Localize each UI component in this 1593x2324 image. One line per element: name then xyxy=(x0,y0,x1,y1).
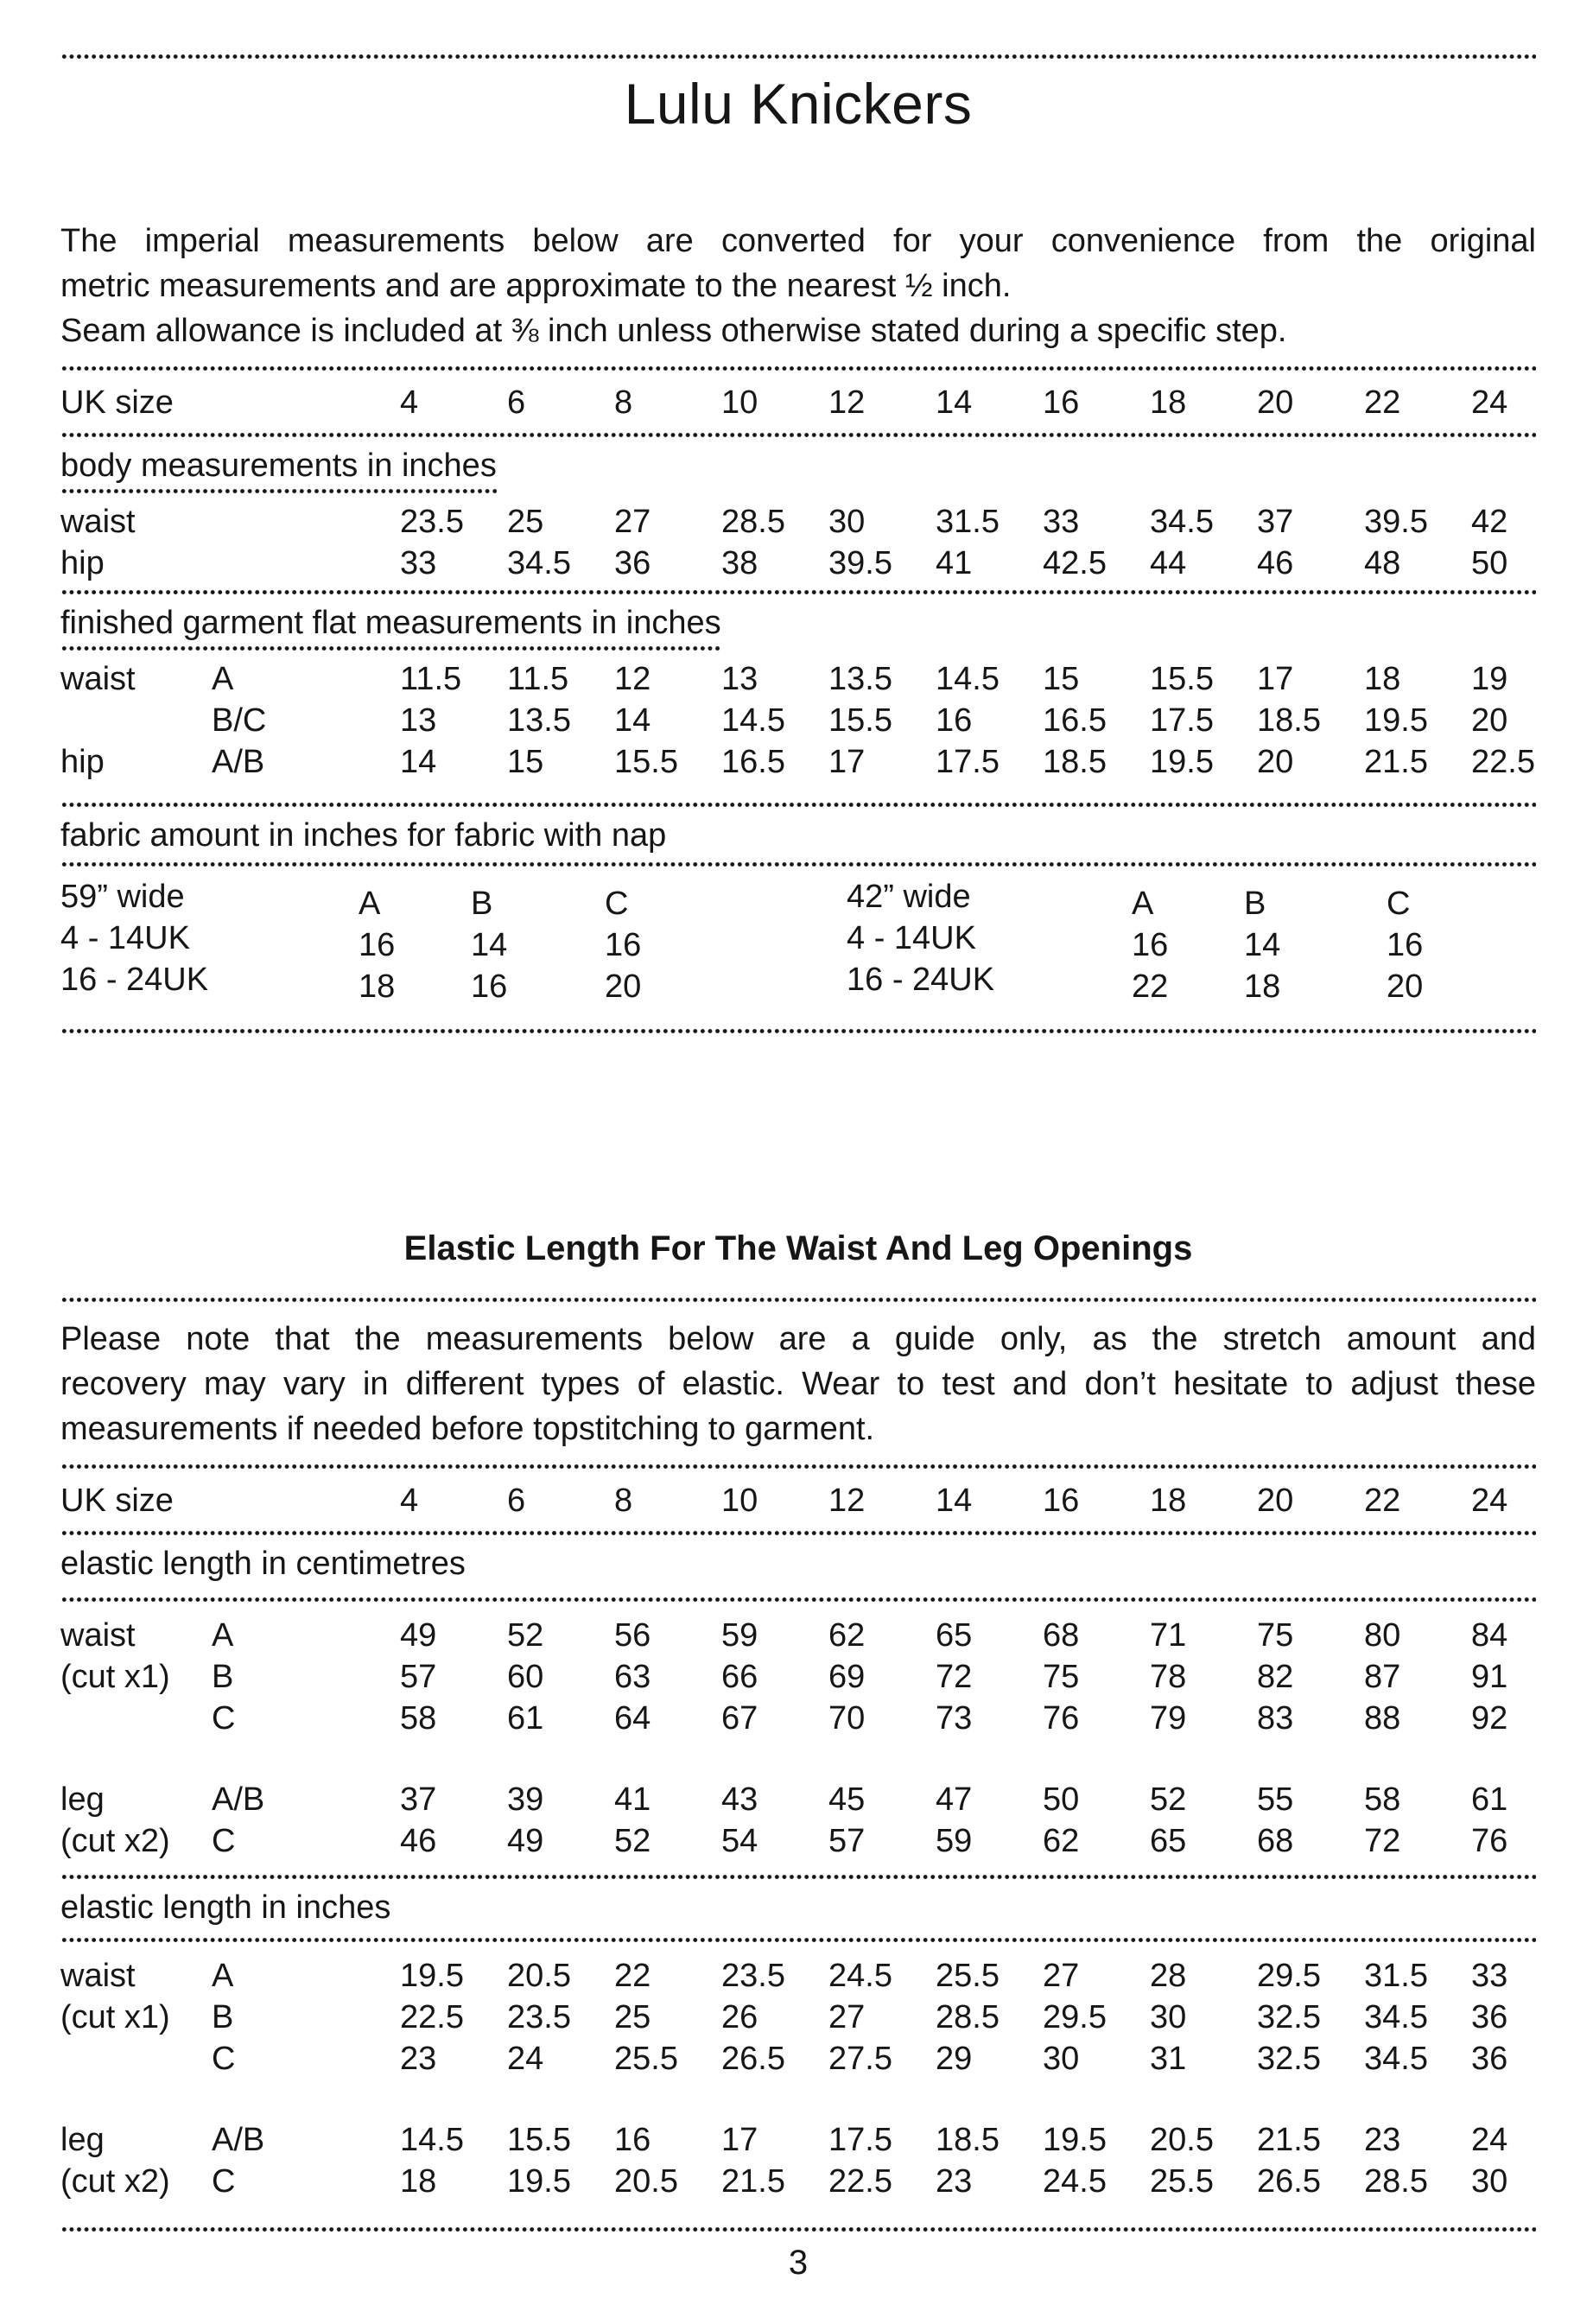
value-cell: 14 xyxy=(400,744,437,780)
value-cell: 25.5 xyxy=(614,2041,678,2077)
row-label: (cut x2) xyxy=(60,1823,170,1859)
dotted-divider xyxy=(60,1530,1536,1536)
value-cell: 50 xyxy=(1043,1781,1080,1818)
value-cell: 49 xyxy=(400,1617,437,1654)
dotted-divider xyxy=(60,802,1536,808)
value-cell: 33 xyxy=(1471,1958,1508,1994)
value-cell: 4 xyxy=(400,384,419,421)
value-cell: 19.5 xyxy=(1043,2122,1107,2158)
value-cell: 29 xyxy=(936,2041,973,2077)
value-cell: 15 xyxy=(507,744,544,780)
value-cell: 4 xyxy=(400,1483,419,1519)
value-cell: 69 xyxy=(828,1659,866,1695)
fabric-col-header: B xyxy=(471,886,493,922)
table-row xyxy=(60,741,1536,783)
value-cell: 25 xyxy=(507,504,544,540)
value-cell: 62 xyxy=(1043,1823,1080,1859)
value-cell: 22 xyxy=(1132,968,1169,1005)
fabric-col-header: C xyxy=(1387,886,1411,922)
value-cell: 68 xyxy=(1257,1823,1294,1859)
dotted-divider xyxy=(60,589,1536,595)
value-cell: 80 xyxy=(1364,1617,1401,1654)
value-cell: 22.5 xyxy=(400,1999,464,2035)
value-cell: 75 xyxy=(1257,1617,1294,1654)
table-row xyxy=(60,700,1536,741)
intro-paragraph xyxy=(60,219,1536,353)
value-cell: 65 xyxy=(936,1617,973,1654)
value-cell: 20 xyxy=(1471,702,1508,739)
value-cell: 79 xyxy=(1150,1700,1187,1737)
value-cell: 15.5 xyxy=(828,702,892,739)
value-cell: 20.5 xyxy=(614,2163,678,2200)
body-measurements-table xyxy=(60,501,1536,584)
row-sublabel: B xyxy=(212,1659,234,1695)
value-cell: 52 xyxy=(1150,1781,1187,1818)
fabric-row xyxy=(60,918,1536,963)
row-label: (cut x1) xyxy=(60,1659,170,1695)
note-line: recovery may vary in different types of elastic. Wear to test and don’t hesitate to adjust these xyxy=(60,1366,1536,1402)
fabric-width-label: 42” wide xyxy=(847,879,971,915)
intro-line: metric measurements and are approximate to the nearest ½ inch. xyxy=(60,268,1012,304)
value-cell: 28.5 xyxy=(721,504,785,540)
elastic-cm-table xyxy=(60,1615,1536,1862)
value-cell: 6 xyxy=(507,1483,526,1519)
value-cell: 21.5 xyxy=(721,2163,785,2200)
value-cell: 39 xyxy=(507,1781,544,1818)
value-cell: 56 xyxy=(614,1617,651,1654)
row-label: hip xyxy=(60,545,105,581)
value-cell: 41 xyxy=(614,1781,651,1818)
value-cell: 15.5 xyxy=(1150,661,1214,697)
row-label: leg xyxy=(60,1781,105,1818)
value-cell: 16 xyxy=(605,927,642,963)
value-cell: 26.5 xyxy=(1257,2163,1321,2200)
value-cell: 25.5 xyxy=(1150,2163,1214,2200)
value-cell: 18 xyxy=(1150,384,1187,421)
value-cell: 8 xyxy=(614,1483,633,1519)
value-cell: 61 xyxy=(1471,1781,1508,1818)
value-cell: 33 xyxy=(1043,504,1080,540)
dotted-divider xyxy=(60,861,1536,867)
value-cell: 59 xyxy=(936,1823,973,1859)
value-cell: 73 xyxy=(936,1700,973,1737)
value-cell: 82 xyxy=(1257,1659,1294,1695)
fabric-row xyxy=(60,959,1536,1005)
value-cell: 13 xyxy=(400,702,437,739)
value-cell: 12 xyxy=(828,1483,866,1519)
value-cell: 14 xyxy=(614,702,651,739)
value-cell: 13.5 xyxy=(828,661,892,697)
dotted-divider xyxy=(60,2226,1536,2232)
value-cell: 30 xyxy=(1150,1999,1187,2035)
value-cell: 39.5 xyxy=(1364,504,1428,540)
value-cell: 15.5 xyxy=(614,744,678,780)
value-cell: 76 xyxy=(1471,1823,1508,1859)
value-cell: 20 xyxy=(605,968,642,1005)
value-cell: 64 xyxy=(614,1700,651,1737)
finished-garment-table xyxy=(60,658,1536,783)
value-cell: 20 xyxy=(1257,384,1294,421)
value-cell: 37 xyxy=(1257,504,1294,540)
value-cell: 14.5 xyxy=(400,2122,464,2158)
value-cell: 58 xyxy=(400,1700,437,1737)
section-title-finished-garment: finished garment flat measurements in inches xyxy=(60,604,1536,651)
value-cell: 70 xyxy=(828,1700,866,1737)
value-cell: 27 xyxy=(828,1999,866,2035)
value-cell: 67 xyxy=(721,1700,758,1737)
value-cell: 22 xyxy=(1364,1483,1401,1519)
note-line: Please note that the measurements below are a guide only, as the stretch amount and xyxy=(60,1321,1536,1357)
value-cell: 29.5 xyxy=(1043,1999,1107,2035)
section-title-elastic-cm: elastic length in centimetres xyxy=(60,1546,466,1582)
dotted-divider xyxy=(60,1874,1536,1880)
value-cell: 87 xyxy=(1364,1659,1401,1695)
value-cell: 91 xyxy=(1471,1659,1508,1695)
value-cell: 57 xyxy=(400,1659,437,1695)
fabric-size-range: 16 - 24UK xyxy=(847,962,995,998)
value-cell: 72 xyxy=(936,1659,973,1695)
row-sublabel: A xyxy=(212,1958,234,1994)
dotted-divider xyxy=(60,1028,1536,1034)
value-cell: 23 xyxy=(936,2163,973,2200)
value-cell: 16 xyxy=(1043,384,1080,421)
table-row xyxy=(60,1779,1536,1820)
fabric-width-label: 59” wide xyxy=(60,879,185,915)
row-label: waist xyxy=(60,1617,136,1654)
value-cell: 21.5 xyxy=(1364,744,1428,780)
row-sublabel: C xyxy=(212,2041,236,2077)
value-cell: 46 xyxy=(400,1823,437,1859)
row-label: waist xyxy=(60,661,136,697)
value-cell: 17 xyxy=(1257,661,1294,697)
value-cell: 45 xyxy=(828,1781,866,1818)
value-cell: 22 xyxy=(614,1958,651,1994)
value-cell: 46 xyxy=(1257,545,1294,581)
value-cell: 12 xyxy=(828,384,866,421)
value-cell: 32.5 xyxy=(1257,2041,1321,2077)
value-cell: 28.5 xyxy=(1364,2163,1428,2200)
value-cell: 13 xyxy=(721,661,758,697)
value-cell: 24 xyxy=(1471,2122,1508,2158)
dotted-divider xyxy=(60,432,1536,438)
fabric-col-header: C xyxy=(605,886,629,922)
row-sublabel: A xyxy=(212,661,234,697)
table-row xyxy=(60,501,1536,543)
row-label: leg xyxy=(60,2122,105,2158)
value-cell: 41 xyxy=(936,545,973,581)
value-cell: 23.5 xyxy=(507,1999,571,2035)
value-cell: 16 xyxy=(936,702,973,739)
value-cell: 47 xyxy=(936,1781,973,1818)
value-cell: 20.5 xyxy=(1150,2122,1214,2158)
section-title-body-measurements: body measurements in inches xyxy=(60,447,1536,494)
dotted-divider xyxy=(60,1297,1536,1303)
elastic-inches-table xyxy=(60,1955,1536,2202)
row-sublabel: C xyxy=(212,1823,236,1859)
value-cell: 30 xyxy=(1043,2041,1080,2077)
value-cell: 24 xyxy=(507,2041,544,2077)
row-sublabel: C xyxy=(212,1700,236,1737)
value-cell: 30 xyxy=(828,504,866,540)
value-cell: 12 xyxy=(614,661,651,697)
value-cell: 34.5 xyxy=(1150,504,1214,540)
table-row xyxy=(60,2161,1536,2202)
value-cell: 15.5 xyxy=(507,2122,571,2158)
value-cell: 39.5 xyxy=(828,545,892,581)
value-cell: 11.5 xyxy=(400,661,462,697)
value-cell: 18 xyxy=(1244,968,1281,1005)
value-cell: 63 xyxy=(614,1659,651,1695)
value-cell: 14.5 xyxy=(936,661,1000,697)
value-cell: 23 xyxy=(1364,2122,1401,2158)
row-label: hip xyxy=(60,744,105,780)
value-cell: 38 xyxy=(721,545,758,581)
value-cell: 27 xyxy=(1043,1958,1080,1994)
value-cell: 21.5 xyxy=(1257,2122,1321,2158)
page-title: Lulu Knickers xyxy=(624,72,973,136)
table-row xyxy=(60,2119,1536,2161)
value-cell: 16 xyxy=(471,968,508,1005)
value-cell: 19.5 xyxy=(1364,702,1428,739)
row-sublabel: C xyxy=(212,2163,236,2200)
value-cell: 22 xyxy=(1364,384,1401,421)
value-cell: 18 xyxy=(359,968,396,1005)
value-cell: 36 xyxy=(1471,1999,1508,2035)
value-cell: 20.5 xyxy=(507,1958,571,1994)
value-cell: 17 xyxy=(721,2122,758,2158)
uk-size-header-row xyxy=(60,371,1536,432)
value-cell: 68 xyxy=(1043,1617,1080,1654)
value-cell: 18.5 xyxy=(1043,744,1107,780)
value-cell: 8 xyxy=(614,384,633,421)
value-cell: 10 xyxy=(721,384,758,421)
table-row xyxy=(60,658,1536,700)
row-label: (cut x2) xyxy=(60,2163,170,2200)
fabric-header-row xyxy=(60,876,1536,922)
value-cell: 23 xyxy=(400,2041,437,2077)
document-page xyxy=(0,54,1593,2324)
value-cell: 48 xyxy=(1364,545,1401,581)
value-cell: 16 xyxy=(1132,927,1169,963)
value-cell: 14 xyxy=(936,1483,973,1519)
value-cell: 17 xyxy=(828,744,866,780)
value-cell: 42 xyxy=(1471,504,1508,540)
value-cell: 71 xyxy=(1150,1617,1187,1654)
value-cell: 14 xyxy=(936,384,973,421)
fabric-col-header: A xyxy=(1132,886,1154,922)
value-cell: 59 xyxy=(721,1617,758,1654)
row-sublabel: B xyxy=(212,1999,234,2035)
value-cell: 18.5 xyxy=(1257,702,1321,739)
section-title-fabric-amount: fabric amount in inches for fabric with nap xyxy=(60,817,667,854)
fabric-size-range: 4 - 14UK xyxy=(60,920,190,956)
uk-size-label: UK size xyxy=(60,1483,174,1519)
value-cell: 27.5 xyxy=(828,2041,892,2077)
value-cell: 22.5 xyxy=(828,2163,892,2200)
value-cell: 15 xyxy=(1043,661,1080,697)
value-cell: 55 xyxy=(1257,1781,1294,1818)
dotted-divider xyxy=(60,54,1536,60)
value-cell: 18 xyxy=(1150,1483,1187,1519)
value-cell: 16.5 xyxy=(721,744,785,780)
value-cell: 52 xyxy=(614,1823,651,1859)
dotted-divider xyxy=(60,1464,1536,1470)
value-cell: 31.5 xyxy=(1364,1958,1428,1994)
value-cell: 83 xyxy=(1257,1700,1294,1737)
value-cell: 33 xyxy=(400,545,437,581)
value-cell: 24.5 xyxy=(1043,2163,1107,2200)
value-cell: 25.5 xyxy=(936,1958,1000,1994)
value-cell: 57 xyxy=(828,1823,866,1859)
uk-size-header-row xyxy=(60,1470,1536,1530)
value-cell: 16 xyxy=(1043,1483,1080,1519)
value-cell: 50 xyxy=(1471,545,1508,581)
fabric-col-header: B xyxy=(1244,886,1266,922)
row-sublabel: A/B xyxy=(212,1781,265,1818)
value-cell: 26.5 xyxy=(721,2041,785,2077)
fabric-size-range: 16 - 24UK xyxy=(60,962,209,998)
value-cell: 31.5 xyxy=(936,504,1000,540)
value-cell: 24 xyxy=(1471,1483,1508,1519)
table-row xyxy=(60,2038,1536,2080)
fabric-col-header: A xyxy=(359,886,381,922)
value-cell: 60 xyxy=(507,1659,544,1695)
value-cell: 28 xyxy=(1150,1958,1187,1994)
value-cell: 65 xyxy=(1150,1823,1187,1859)
value-cell: 61 xyxy=(507,1700,544,1737)
value-cell: 34.5 xyxy=(1364,2041,1428,2077)
value-cell: 34.5 xyxy=(507,545,571,581)
table-row xyxy=(60,1656,1536,1698)
value-cell: 14 xyxy=(471,927,508,963)
value-cell: 43 xyxy=(721,1781,758,1818)
row-sublabel: A xyxy=(212,1617,234,1654)
value-cell: 24 xyxy=(1471,384,1508,421)
value-cell: 23.5 xyxy=(400,504,464,540)
value-cell: 20 xyxy=(1257,744,1294,780)
row-spacer xyxy=(60,2080,1536,2119)
value-cell: 18 xyxy=(1364,661,1401,697)
page-number: 3 xyxy=(788,2244,809,2282)
value-cell: 6 xyxy=(507,384,526,421)
value-cell: 36 xyxy=(1471,2041,1508,2077)
value-cell: 58 xyxy=(1364,1781,1401,1818)
value-cell: 16 xyxy=(614,2122,651,2158)
value-cell: 17.5 xyxy=(1150,702,1214,739)
intro-line: Seam allowance is included at ⅜ inch unless otherwise stated during a specific step. xyxy=(60,313,1287,349)
elastic-section-heading: Elastic Length For The Waist And Leg Openings xyxy=(403,1229,1193,1267)
fabric-amount-table xyxy=(60,876,1536,1005)
value-cell: 42.5 xyxy=(1043,545,1107,581)
value-cell: 78 xyxy=(1150,1659,1187,1695)
row-sublabel: A/B xyxy=(212,2122,265,2158)
value-cell: 14.5 xyxy=(721,702,785,739)
value-cell: 32.5 xyxy=(1257,1999,1321,2035)
value-cell: 44 xyxy=(1150,545,1187,581)
note-line: measurements if needed before topstitching to garment. xyxy=(60,1411,875,1447)
value-cell: 14 xyxy=(1244,927,1281,963)
value-cell: 92 xyxy=(1471,1700,1508,1737)
intro-line: The imperial measurements below are converted for your convenience from the original xyxy=(60,223,1536,259)
value-cell: 76 xyxy=(1043,1700,1080,1737)
value-cell: 52 xyxy=(507,1617,544,1654)
elastic-note-paragraph xyxy=(60,1317,1536,1451)
uk-size-label: UK size xyxy=(60,384,174,421)
value-cell: 17.5 xyxy=(936,744,1000,780)
value-cell: 26 xyxy=(721,1999,758,2035)
value-cell: 19 xyxy=(1471,661,1508,697)
value-cell: 66 xyxy=(721,1659,758,1695)
row-sublabel: B/C xyxy=(212,702,267,739)
dotted-divider xyxy=(60,1937,1536,1943)
value-cell: 20 xyxy=(1387,968,1424,1005)
fabric-size-range: 4 - 14UK xyxy=(847,920,976,956)
value-cell: 29.5 xyxy=(1257,1958,1321,1994)
value-cell: 19.5 xyxy=(400,1958,464,1994)
value-cell: 10 xyxy=(721,1483,758,1519)
row-spacer xyxy=(60,1739,1536,1779)
value-cell: 20 xyxy=(1257,1483,1294,1519)
row-label: waist xyxy=(60,1958,136,1994)
value-cell: 16 xyxy=(1387,927,1424,963)
value-cell: 27 xyxy=(614,504,651,540)
value-cell: 72 xyxy=(1364,1823,1401,1859)
value-cell: 49 xyxy=(507,1823,544,1859)
value-cell: 22.5 xyxy=(1471,744,1535,780)
section-title-elastic-inches: elastic length in inches xyxy=(60,1889,391,1926)
value-cell: 75 xyxy=(1043,1659,1080,1695)
row-label: (cut x1) xyxy=(60,1999,170,2035)
table-row xyxy=(60,543,1536,584)
value-cell: 25 xyxy=(614,1999,651,2035)
value-cell: 16.5 xyxy=(1043,702,1107,739)
value-cell: 30 xyxy=(1471,2163,1508,2200)
value-cell: 54 xyxy=(721,1823,758,1859)
row-label: waist xyxy=(60,504,136,540)
value-cell: 24.5 xyxy=(828,1958,892,1994)
value-cell: 18.5 xyxy=(936,2122,1000,2158)
value-cell: 34.5 xyxy=(1364,1999,1428,2035)
value-cell: 23.5 xyxy=(721,1958,785,1994)
value-cell: 31 xyxy=(1150,2041,1187,2077)
table-row xyxy=(60,1955,1536,1997)
table-row xyxy=(60,1698,1536,1739)
value-cell: 16 xyxy=(359,927,396,963)
value-cell: 84 xyxy=(1471,1617,1508,1654)
table-row xyxy=(60,1820,1536,1862)
value-cell: 36 xyxy=(614,545,651,581)
value-cell: 19.5 xyxy=(507,2163,571,2200)
value-cell: 11.5 xyxy=(507,661,569,697)
value-cell: 62 xyxy=(828,1617,866,1654)
value-cell: 37 xyxy=(400,1781,437,1818)
table-row xyxy=(60,1615,1536,1656)
row-sublabel: A/B xyxy=(212,744,265,780)
value-cell: 13.5 xyxy=(507,702,571,739)
value-cell: 17.5 xyxy=(828,2122,892,2158)
value-cell: 28.5 xyxy=(936,1999,1000,2035)
value-cell: 88 xyxy=(1364,1700,1401,1737)
dotted-divider xyxy=(60,1597,1536,1603)
dotted-divider xyxy=(60,365,1536,371)
table-row xyxy=(60,1997,1536,2038)
value-cell: 19.5 xyxy=(1150,744,1214,780)
value-cell: 18 xyxy=(400,2163,437,2200)
